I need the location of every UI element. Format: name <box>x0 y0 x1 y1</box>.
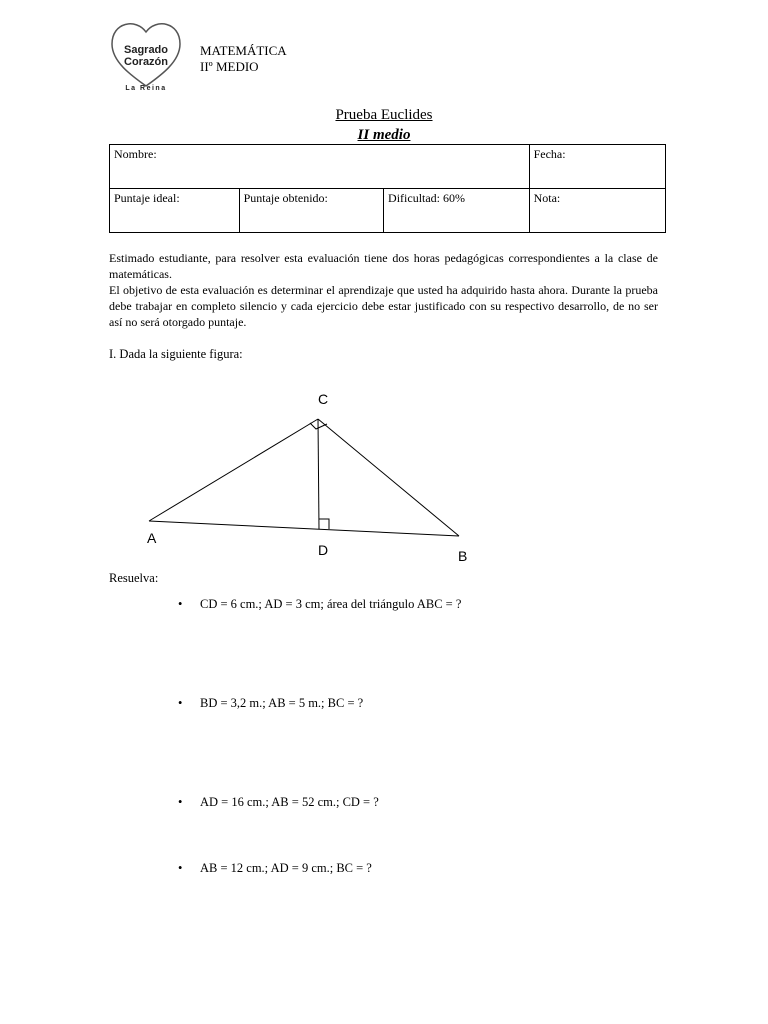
school-logo <box>106 20 186 96</box>
bullet-icon: • <box>178 696 183 710</box>
label-a: A <box>147 530 157 546</box>
list-item <box>178 597 461 612</box>
bullet-icon: • <box>178 795 183 809</box>
nota-cell[interactable] <box>529 189 665 233</box>
item-text: BD = 3,2 m.; AB = 5 m.; BC = ? <box>200 696 364 710</box>
side-cb <box>318 419 459 536</box>
item-text: CD = 6 cm.; AD = 3 cm; área del triángulo ABC = ? <box>200 597 462 611</box>
triangle-figure <box>140 385 480 570</box>
item-text: AB = 12 cm.; AD = 9 cm.; BC = ? <box>200 861 372 875</box>
instructions-paragraph-1: Estimado estudiante, para resolver esta evaluación tiene dos horas pedagógicas correspondientes a la clase de matemáticas. <box>109 251 658 281</box>
header-text <box>200 43 287 75</box>
right-angle-d-marker <box>319 519 329 529</box>
fecha-cell[interactable] <box>529 145 665 189</box>
instructions <box>109 250 658 330</box>
puntaje-ideal-cell[interactable] <box>110 189 240 233</box>
logo-line2: Corazón <box>124 56 168 68</box>
label-d: D <box>318 542 329 558</box>
page-subtitle: II medio <box>357 127 411 143</box>
puntaje-obtenido-cell[interactable] <box>239 189 383 233</box>
question-title: I. Dada la siguiente figura: <box>109 347 243 361</box>
list-item <box>178 795 379 810</box>
puntaje-obtenido-label: Puntaje obtenido: <box>243 191 328 205</box>
dificultad-label: Dificultad: 60% <box>388 191 466 205</box>
instructions-paragraph-2: El objetivo de esta evaluación es determinar el aprendizaje que usted ha adquirido hasta ahora. Durante la prueba debe trabajar en completo silencio y cada ejercicio debe estar justificado con su respectivo desarrollo, de no ser así no será otorgado puntaje. <box>109 283 658 329</box>
label-c: C <box>318 391 329 407</box>
list-item <box>178 861 372 876</box>
item-text: AD = 16 cm.; AB = 52 cm.; CD = ? <box>200 795 379 809</box>
fecha-label: Fecha: <box>533 147 566 161</box>
nombre-cell[interactable] <box>110 145 530 189</box>
bullet-icon: • <box>178 861 183 875</box>
subject-label: MATEMÁTICA <box>200 43 287 58</box>
nombre-label: Nombre: <box>114 147 157 161</box>
resuelva-label: Resuelva: <box>109 571 159 585</box>
student-info-table <box>109 144 666 233</box>
logo-line3: La Reina <box>125 85 167 92</box>
side-ab <box>149 521 459 536</box>
logo-line1: Sagrado <box>123 44 169 56</box>
label-b: B <box>458 548 468 564</box>
level-label: IIº MEDIO <box>200 59 259 74</box>
bullet-icon: • <box>178 597 183 611</box>
title-text: Prueba Euclides <box>335 107 433 123</box>
list-item <box>178 696 363 711</box>
nota-label: Nota: <box>533 191 561 205</box>
dificultad-cell <box>384 189 530 233</box>
puntaje-ideal-label: Puntaje ideal: <box>114 191 180 205</box>
page-title <box>0 107 768 124</box>
height-cd <box>318 419 319 529</box>
side-ac <box>149 419 318 521</box>
